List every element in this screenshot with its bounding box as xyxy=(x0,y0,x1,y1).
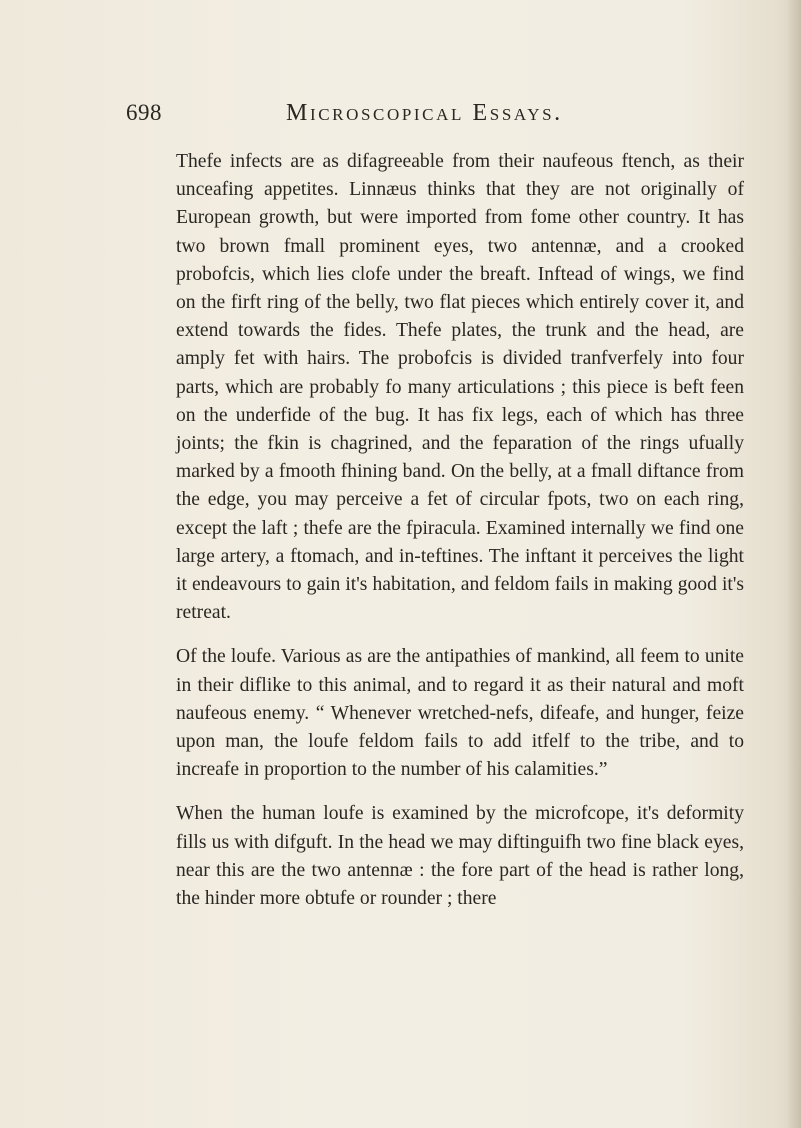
page-number: 698 xyxy=(126,100,162,125)
paragraph-louse-intro: Of the loufe. Various as are the antipathies of mankind, all feem to unite in their diflike to this animal, and to regard it as their natural and moft naufeous enemy. “ Whenever wretched-nefs, difeafe, and hunger, feize upon man, the loufe feldom fails to add itfelf to the tribe, and to increafe in proportion to the number of his calamities.” xyxy=(176,646,744,781)
body-text xyxy=(176,148,744,913)
page-header xyxy=(126,100,746,134)
paragraph-bugs: Thefe infects are as difagreeable from their naufeous ftench, as their unceafing appetites. Linnæus thinks that they are not originally of European growth, but were imported from fome other country. It has two brown fmall prominent eyes, two antennæ, and a crooked probofcis, which lies clofe under the breaft. Inftead of wings, we find on the firft ring of the belly, two flat pieces which entirely cover it, and extend towards the fides. Thefe plates, the trunk and the head, are amply fet with hairs. The probofcis is divided tranfverfely into four parts, which are probably fo many articulations ; this piece is beft feen on the underfide of the bug. It has fix legs, each of which has three joints; the fkin is chagrined, and the feparation of the rings ufually marked by a fmooth fhining band. On the belly, at a fmall diftance from the edge, you may perceive a fet of circular fpots, two on each ring, except the laft ; thefe are the fpiracula. Examined internally we find one large artery, a ftomach, and in-teftines. The inftant it perceives the light it endeavours to gain it's habitation, and feldom fails in making good it's retreat. xyxy=(176,151,744,624)
running-head: Microscopical Essays. xyxy=(286,100,563,126)
paragraph-louse-microscope: When the human loufe is examined by the microfcope, it's deformity fills us with difguft. In the head we may diftinguifh two fine black eyes, near this are the two antennæ : the fore part of the head is rather long, the hinder more obtufe or rounder ; there xyxy=(176,803,744,910)
page-edge-shadow xyxy=(787,0,801,1128)
